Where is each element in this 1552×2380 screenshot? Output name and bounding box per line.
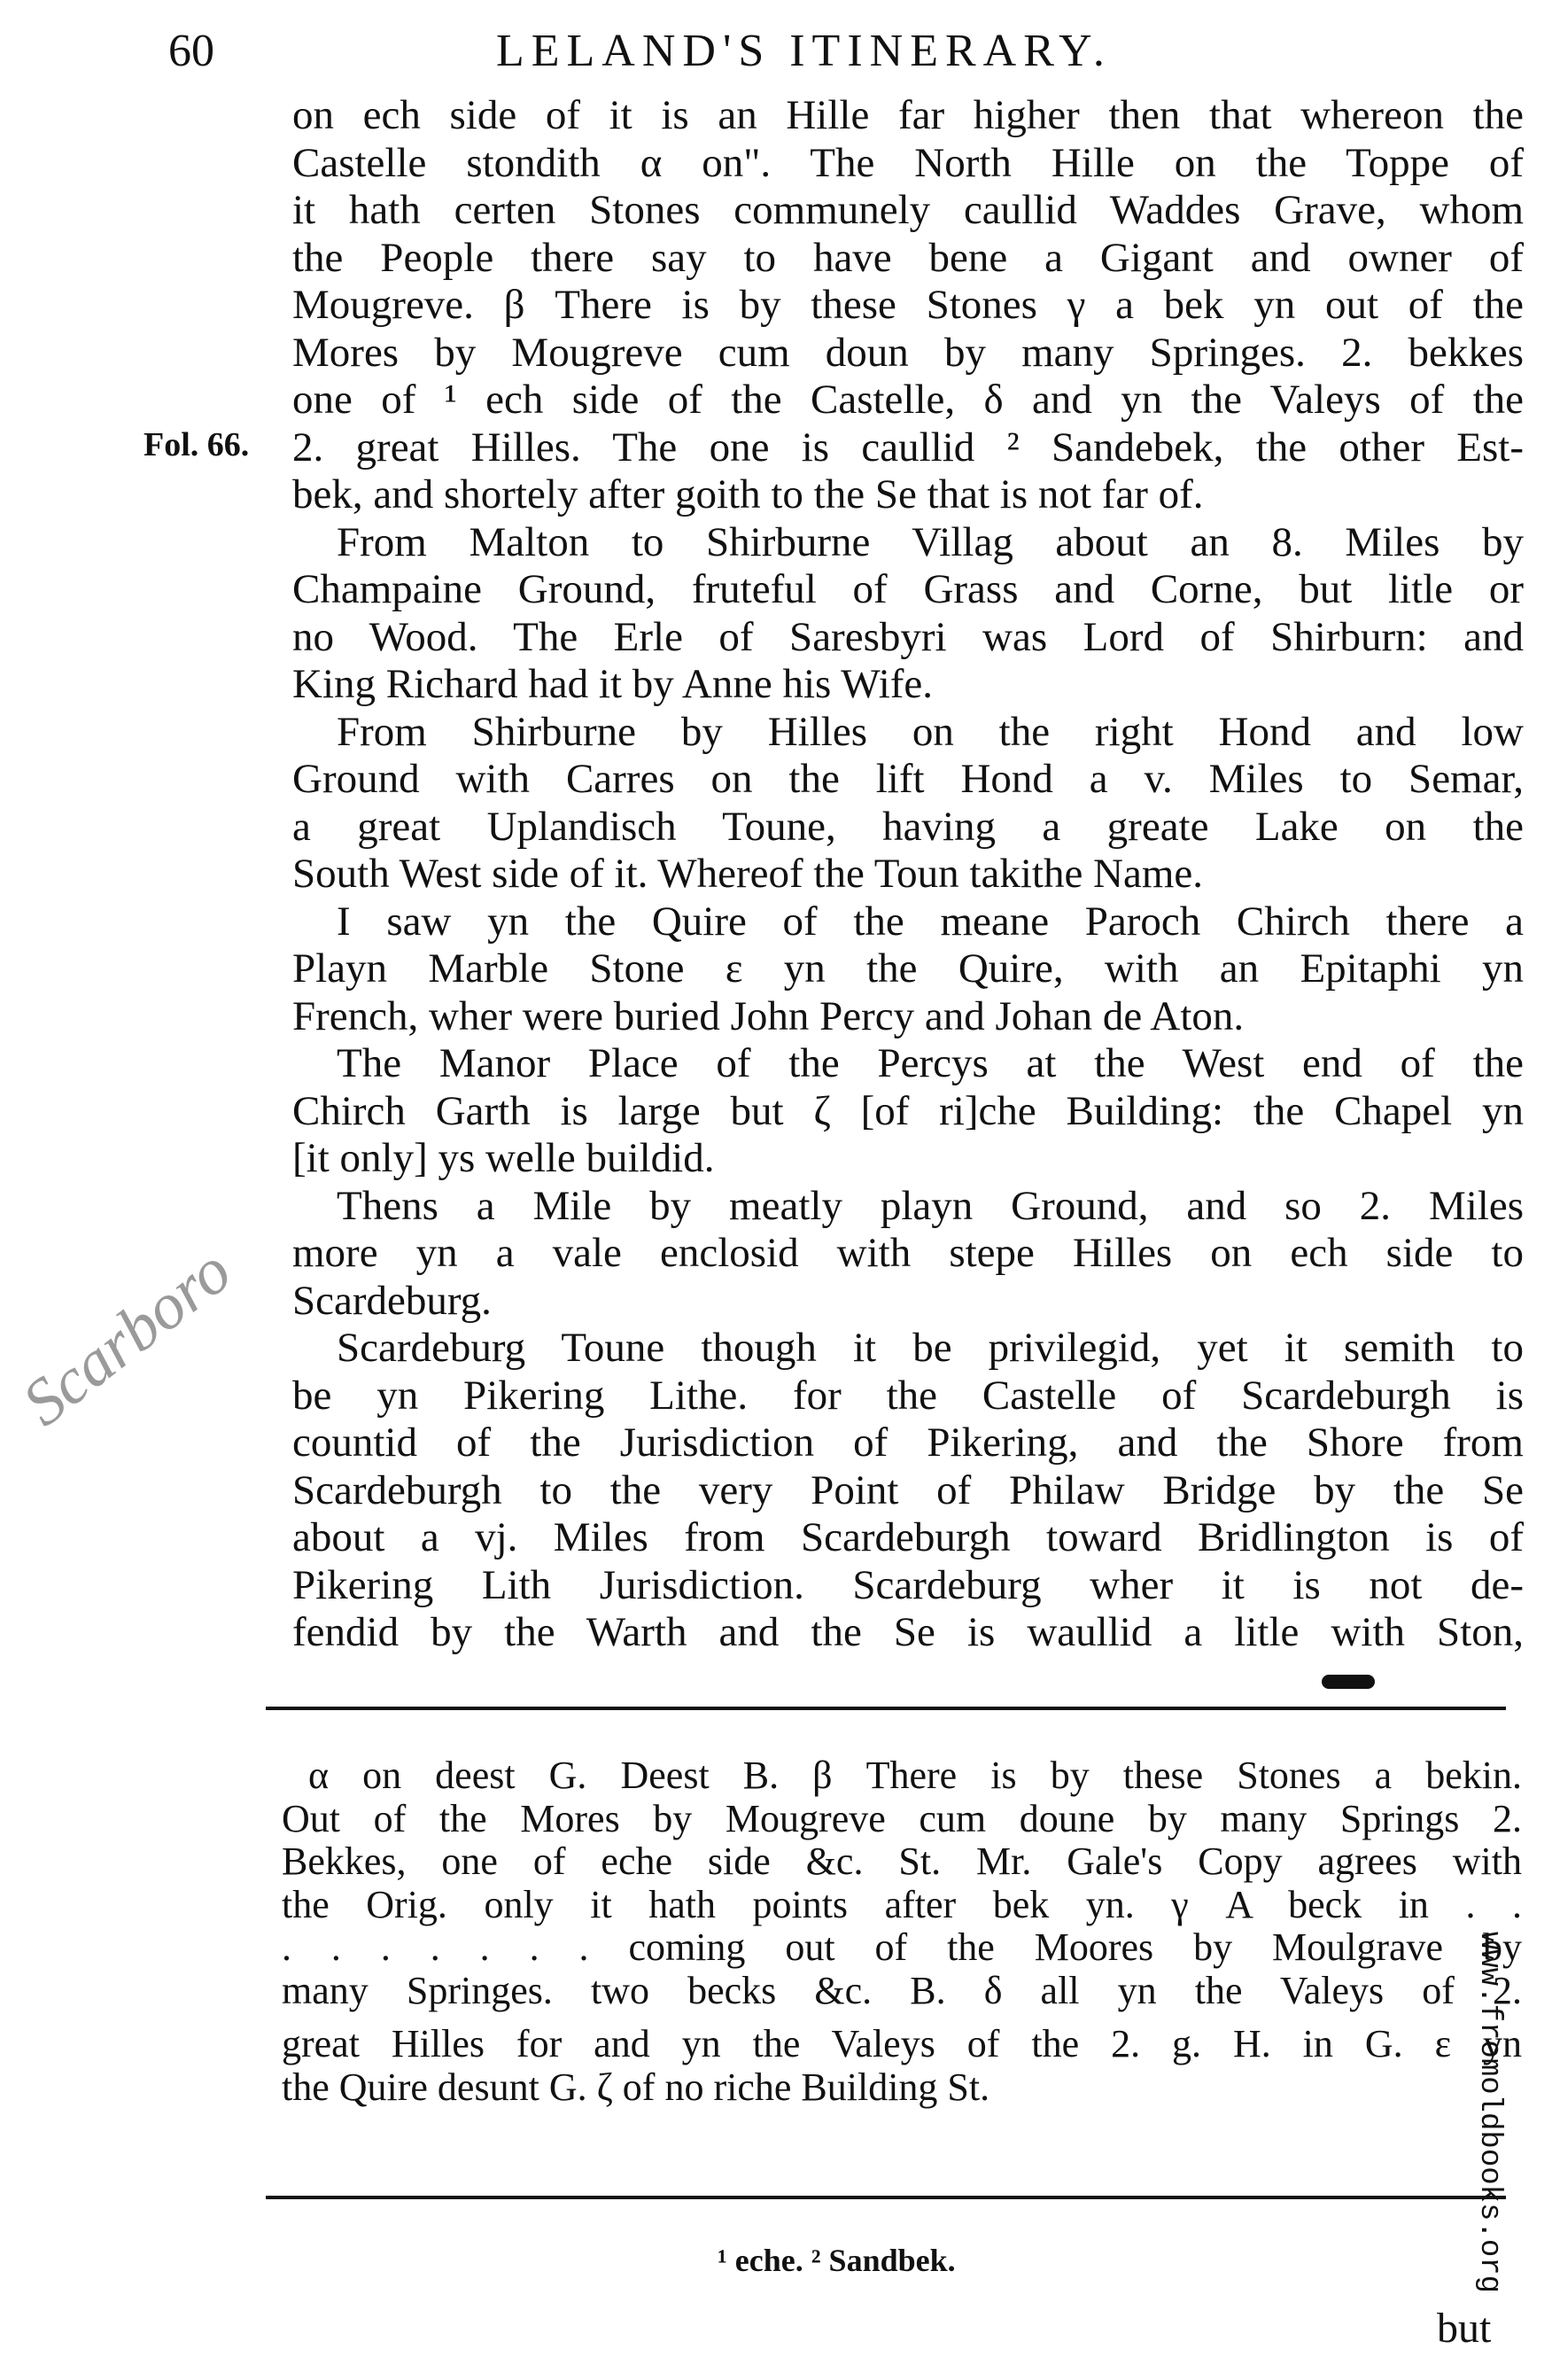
footnote-line: the Orig. only it hath points after bek yn. γ A beck in . .	[282, 1882, 1522, 1926]
text-line: on ech side of it is an Hille far higher then that whereon the	[292, 92, 1524, 138]
footnote-line: great Hilles for and yn the Valeys of the 2. g. H. in G. ε yn	[282, 2022, 1522, 2065]
folio-margin-note: Fol. 66.	[144, 426, 250, 463]
footnotes-block	[282, 1754, 1522, 2109]
text-line: one of ¹ ech side of the Castelle, δ and yn the Valeys of the	[292, 377, 1524, 423]
text-line: Castelle stondith α on". The North Hille on the Toppe of	[292, 139, 1524, 186]
text-line: Ground with Carres on the lift Hond a v. Miles to Semar,	[292, 756, 1524, 802]
text-line: From Shirburne by Hilles on the right Hond and low	[337, 708, 1524, 755]
text-line: [it only] ys welle buildid.	[292, 1135, 715, 1181]
text-line: Mores by Mougreve cum doun by many Springes. 2. bekkes	[292, 329, 1524, 376]
watermark: www.fromoldbooks.org	[1472, 1932, 1506, 2294]
text-line: more yn a vale enclosid with stepe Hilles on ech side to	[292, 1230, 1524, 1276]
text-line: Mougreve. β There is by these Stones γ a bek yn out of the	[292, 282, 1524, 328]
footnote-line: Bekkes, one of eche side &c. St. Mr. Gale's Copy agrees with	[282, 1839, 1522, 1883]
text-line: Pikering Lith Jurisdiction. Scardeburg wher it is not de-	[292, 1561, 1524, 1608]
text-line: a great Uplandisch Toune, having a greate Lake on the	[292, 803, 1524, 850]
footnote-rule-bottom	[266, 2196, 1506, 2199]
text-line: I saw yn the Quire of the meane Paroch Chirch there a	[337, 898, 1524, 945]
footnote-line: the Quire desunt G. ζ of no riche Building St.	[282, 2065, 990, 2109]
text-line: it hath certen Stones communely caullid Waddes Grave, whom	[292, 187, 1524, 233]
footnote-line: Out of the Mores by Mougreve cum doune by many Springs 2.	[282, 1796, 1522, 1840]
main-text-block	[292, 92, 1524, 1657]
text-line: about a vj. Miles from Scardeburgh toward Bridlington is of	[292, 1514, 1524, 1560]
footnote-rule-top	[266, 1707, 1506, 1710]
marginal-variants: ¹ eche. ² Sandbek.	[718, 2243, 956, 2278]
text-line: From Malton to Shirburne Villag about an 8. Miles by	[337, 518, 1524, 565]
text-line: bek, and shortely after goith to the Se that is not far of.	[292, 471, 1204, 517]
text-line: Thens a Mile by meatly playn Ground, and so 2. Miles	[337, 1182, 1524, 1229]
text-line: South West side of it. Whereof the Toun takithe Name.	[292, 851, 1204, 897]
ink-blot	[1322, 1675, 1375, 1689]
text-line: The Manor Place of the Percys at the West end of the	[337, 1040, 1524, 1086]
footnote-line: many Springes. two becks &c. B. δ all yn the Valeys of 2.	[282, 1968, 1522, 2012]
footnote-line: α on deest G. Deest B. β There is by these Stones a bekin.	[308, 1754, 1522, 1797]
handwritten-pencil-note: Scarboro	[9, 1233, 244, 1441]
text-line: Scardeburg Toune though it be privilegid, yet it semith to	[337, 1325, 1524, 1371]
text-line: Scardeburgh to the very Point of Philaw Bridge by the Se	[292, 1466, 1524, 1513]
text-line: Champaine Ground, fruteful of Grass and Corne, but litle or	[292, 566, 1524, 612]
text-line: be yn Pikering Lithe. for the Castelle of Scardeburgh is	[292, 1372, 1524, 1419]
text-line: King Richard had it by Anne his Wife.	[292, 661, 934, 707]
running-head: LELAND'S ITINERARY.	[496, 26, 1112, 76]
text-line: Playn Marble Stone ε yn the Quire, with an Epitaphi yn	[292, 945, 1524, 992]
text-line: fendid by the Warth and the Se is waullid a litle with Ston,	[292, 1609, 1524, 1655]
text-line: French, wher were buried John Percy and Johan de Aton.	[292, 992, 1245, 1039]
text-line: 2. great Hilles. The one is caullid ² Sandebek, the other Est-	[292, 424, 1524, 471]
footnote-line: . . . . . . . coming out of the Moores by Moulgrave by	[282, 1925, 1522, 1969]
text-line: Scardeburg.	[292, 1277, 492, 1324]
catchword: but	[1437, 2305, 1492, 2352]
text-line: the People there say to have bene a Gigant and owner of	[292, 234, 1524, 281]
text-line: countid of the Jurisdiction of Pikering, and the Shore from	[292, 1419, 1524, 1466]
text-line: Chirch Garth is large but ζ [of ri]che Building: the Chapel yn	[292, 1087, 1524, 1134]
page-number: 60	[168, 26, 214, 76]
text-line: no Wood. The Erle of Saresbyri was Lord of Shirburn: and	[292, 613, 1524, 660]
